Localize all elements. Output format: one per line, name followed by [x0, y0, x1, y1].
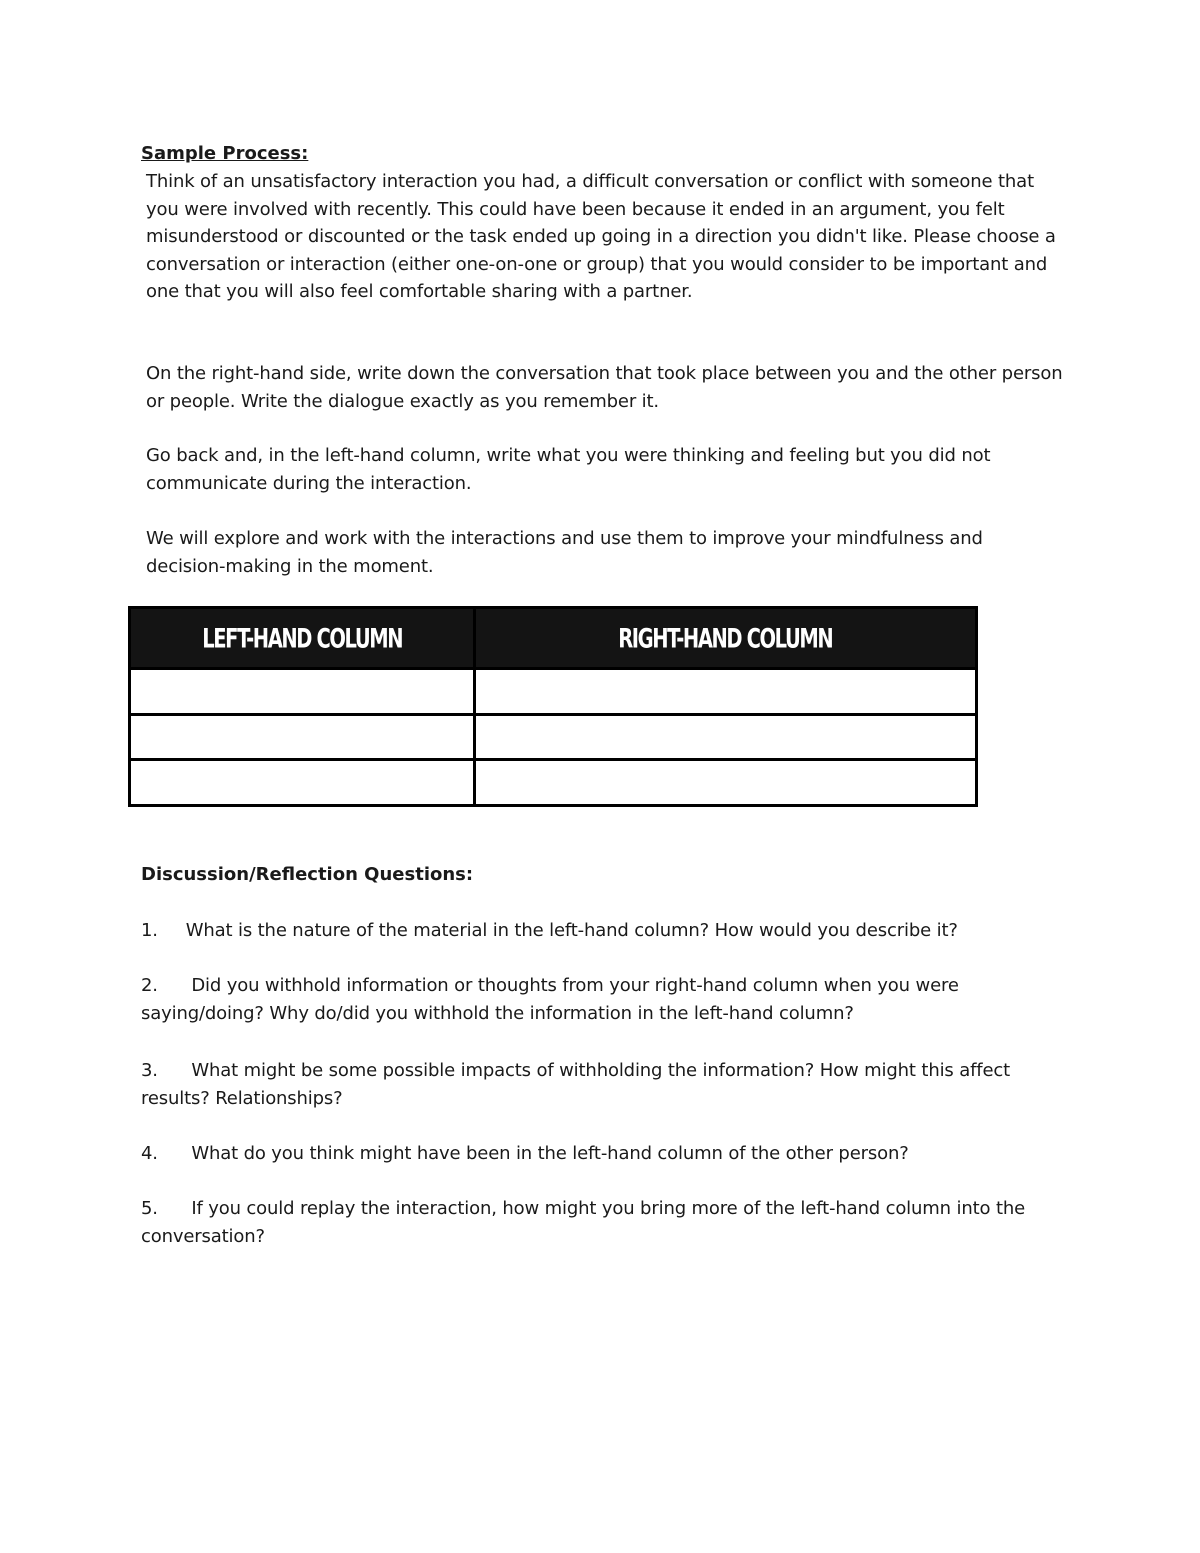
discussion-question-1	[141, 917, 1071, 945]
question-text: Did you withhold information or thoughts from your right-hand column when you were saying/doing? Why do/did you withhold the information in the left-hand column?	[141, 975, 959, 1024]
question-number: 5.	[141, 1198, 158, 1219]
discussion-heading: Discussion/Reflection Questions:	[141, 864, 474, 885]
discussion-question-4	[141, 1140, 1071, 1168]
discussion-question-3	[141, 1057, 1071, 1113]
left-hand-column-header: LEFT-HAND COLUMN	[130, 608, 475, 669]
question-text: If you could replay the interaction, how might you bring more of the left-hand column into the conversation?	[141, 1198, 1026, 1247]
question-number: 3.	[141, 1060, 158, 1081]
right-hand-column-header: RIGHT-HAND COLUMN	[475, 608, 977, 669]
left-hand-cell[interactable]	[130, 760, 475, 806]
question-text: What do you think might have been in the left-hand column of the other person?	[191, 1143, 909, 1164]
question-text: What might be some possible impacts of withholding the information? How might this affect results? Relationships?	[141, 1060, 1011, 1109]
right-hand-cell[interactable]	[475, 714, 977, 760]
right-hand-cell[interactable]	[475, 760, 977, 806]
instruction-paragraph-1: Think of an unsatisfactory interaction you had, a difficult conversation or conflict with someone that you were involved with recently. This could have been because it ended in an argument, you felt misunderstood or discounted or the task ended up going in a direction you didn't like. Please choose a conversation or interaction (either one-on-one or group) that you would consider to be important and one that you will also feel comfortable sharing with a partner.	[146, 171, 1056, 302]
left-hand-cell[interactable]	[130, 669, 475, 715]
table-row	[130, 760, 977, 806]
discussion-question-5	[141, 1195, 1071, 1251]
question-number: 4.	[141, 1143, 158, 1164]
right-hand-cell[interactable]	[475, 669, 977, 715]
question-number: 1.	[141, 920, 158, 941]
instruction-paragraph-4: We will explore and work with the interactions and use them to improve your mindfulness and decision-making in the moment.	[146, 528, 983, 577]
table-header-row	[130, 608, 977, 669]
question-text: What is the nature of the material in the left-hand column? How would you describe it?	[185, 920, 958, 941]
sample-process-heading: Sample Process:	[141, 143, 309, 164]
question-number: 2.	[141, 975, 158, 996]
left-hand-cell[interactable]	[130, 714, 475, 760]
instruction-paragraph-3: Go back and, in the left-hand column, write what you were thinking and feeling but you did not communicate during the interaction.	[146, 445, 991, 494]
left-right-column-table	[128, 606, 978, 807]
table-row	[130, 669, 977, 715]
instruction-paragraph-2: On the right-hand side, write down the conversation that took place between you and the other person or people. Write the dialogue exactly as you remember it.	[146, 363, 1063, 412]
table-row	[130, 714, 977, 760]
discussion-question-2	[141, 972, 1071, 1028]
